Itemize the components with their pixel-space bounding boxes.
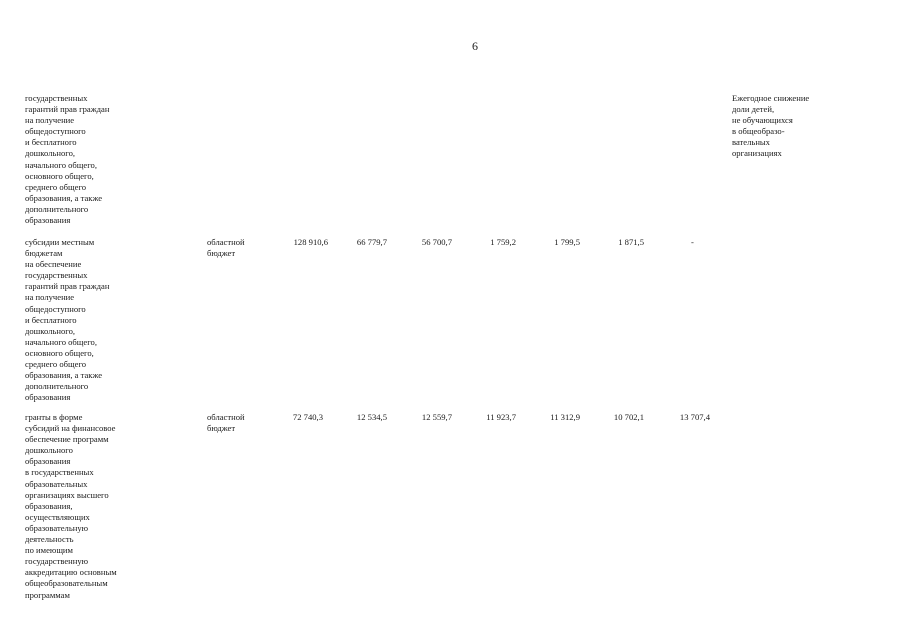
text-line: субсидий на финансовое [25,423,116,434]
text-line: основного общего, [25,170,94,181]
text-line: гарантий прав граждан [25,281,110,292]
row-description [25,237,109,403]
text-line: субсидии местным [25,237,95,247]
text-line: в государственных [25,467,94,478]
text-line: гарантий прав граждан [25,104,110,115]
text-line: областной [207,412,245,422]
text-line: аккредитацию основным [25,567,117,578]
text-line: образования, [25,500,73,511]
text-line: гранты в форме [25,412,83,422]
value-total: 72 740,3 [292,412,323,422]
value-total: 128 910,6 [293,237,328,247]
text-line: государственных [25,93,88,103]
text-line: не обучающихся [732,115,793,126]
value-year-3: 1 759,2 [490,237,516,247]
value-year-6: - [691,237,694,247]
page-number: 6 [472,39,478,53]
text-line: образования, а также [25,370,103,381]
text-line: организациях высшего [25,489,109,500]
indicator-text [732,93,809,160]
value-year-1: 66 779,7 [356,237,387,247]
value-year-1: 12 534,5 [356,412,387,422]
text-line: бюджет [207,248,236,259]
value-year-3: 11 923,7 [486,412,516,422]
funding-source [207,237,245,259]
text-line: осуществляющих [25,511,90,522]
value-year-4: 11 312,9 [550,412,580,422]
text-line: на получение [25,115,75,126]
text-line: Ежегодное снижение [732,93,810,103]
text-line: на обеспечение [25,259,82,270]
value-year-5: 10 702,1 [613,412,644,422]
text-line: общеобразовательным [25,578,108,589]
text-line: образовательную [25,522,89,533]
value-year-6: 13 707,4 [679,412,710,422]
value-year-5: 1 871,5 [618,237,644,247]
text-line: образования, а также [25,192,103,203]
text-line: бюджетам [25,248,63,259]
text-line: и бесплатного [25,137,77,148]
row-description [25,412,117,601]
text-line: дополнительного [25,381,89,392]
text-line: на получение [25,292,75,303]
text-line: общедоступного [25,303,86,314]
text-line: образования [25,215,71,226]
text-line: вательных [732,137,770,148]
value-year-4: 1 799,5 [554,237,580,247]
text-line: общедоступного [25,126,86,137]
text-line: образования [25,392,71,403]
text-line: в общеобразо- [732,126,785,137]
value-year-2: 56 700,7 [421,237,452,247]
text-line: бюджет [207,423,236,434]
text-line: дошкольного [25,445,73,456]
text-line: дошкольного, [25,325,76,336]
text-line: деятельность [25,534,74,545]
text-line: начального общего, [25,159,97,170]
text-line: начального общего, [25,336,97,347]
value-year-2: 12 559,7 [421,412,452,422]
text-line: областной [207,237,245,247]
text-line: обеспечение программ [25,434,109,445]
text-line: дошкольного, [25,148,76,159]
text-line: среднего общего [25,359,87,370]
text-line: программам [25,589,70,600]
funding-source [207,412,245,434]
text-line: основного общего, [25,347,94,358]
text-line: государственную [25,556,89,567]
text-line: образования [25,456,71,467]
text-line: государственных [25,270,88,281]
text-line: доли детей, [732,104,775,115]
text-line: по имеющим [25,545,73,556]
text-line: образовательных [25,478,88,489]
continued-description [25,93,109,226]
text-line: организациях [732,148,782,159]
text-line: и бесплатного [25,314,77,325]
text-line: дополнительного [25,203,89,214]
text-line: среднего общего [25,181,87,192]
